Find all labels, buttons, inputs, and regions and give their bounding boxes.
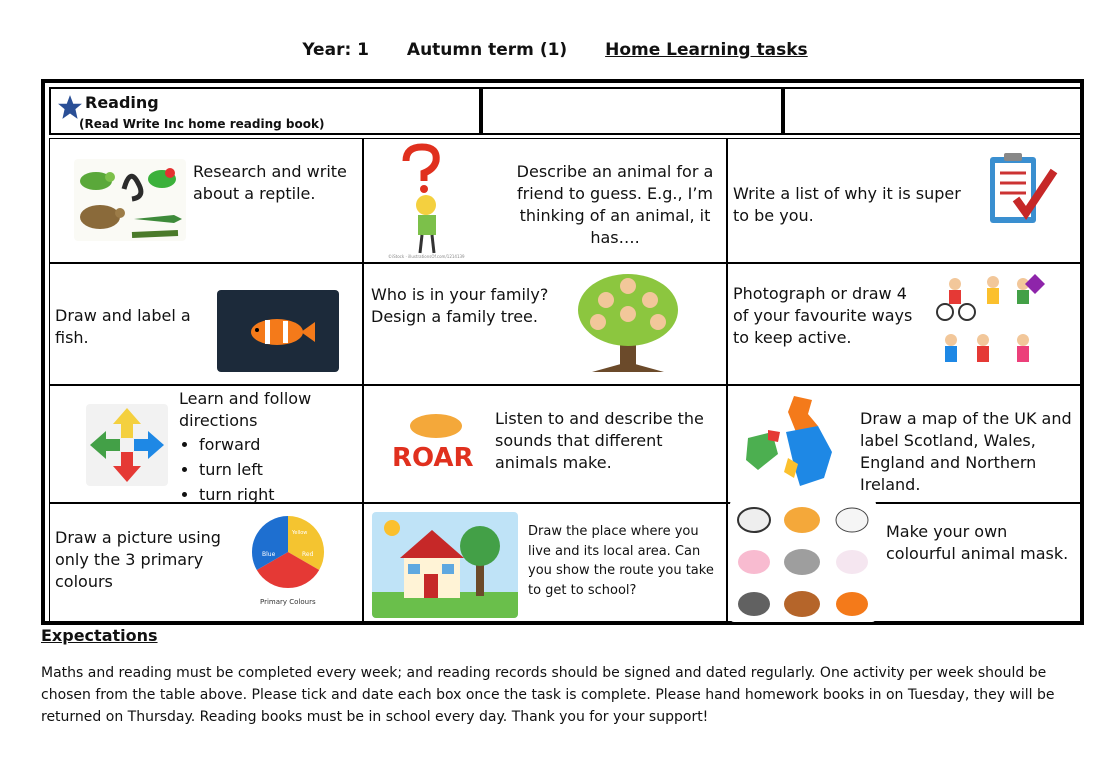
animal-masks-image <box>730 500 876 622</box>
reading-title: Reading <box>85 93 159 112</box>
mask-text: Make your own colourful animal mask. <box>886 522 1069 563</box>
clownfish-image <box>217 290 339 372</box>
task-uk-map[interactable] <box>727 385 1082 503</box>
house-image <box>372 512 518 618</box>
animal-guess-text: Describe an animal for a friend to guess. E.g., I’m thinking of an animal, it has…. <box>516 162 714 247</box>
roar-text: ROAR <box>392 443 474 473</box>
task-family[interactable] <box>363 263 727 385</box>
arrows-icon <box>86 404 168 486</box>
red-label: Red <box>302 551 314 558</box>
directions-list <box>179 434 349 506</box>
family-text: Who is in your family? Design a family tree. <box>371 285 549 326</box>
active-kids-image <box>931 270 1053 378</box>
super-you-text: Write a list of why it is super to be you. <box>733 184 961 225</box>
term-label: Autumn term (1) <box>406 40 568 60</box>
task-place[interactable] <box>363 503 727 625</box>
task-sounds[interactable] <box>363 385 727 503</box>
task-directions[interactable] <box>49 385 363 503</box>
task-super-you[interactable] <box>727 138 1082 263</box>
fish-text: Draw and label a fish. <box>55 306 191 347</box>
family-tree-image <box>572 270 685 380</box>
yellow-label: Yellow <box>292 530 308 536</box>
reptiles-image <box>74 159 186 241</box>
question-child-image <box>386 143 472 261</box>
question-credit: ©iStock · illustrationsOf.com/1214139 <box>388 254 465 259</box>
reading-subtitle: (Read Write Inc home reading book) <box>79 117 325 131</box>
primary-caption: Primary Colours <box>260 598 316 606</box>
expectations-body: Maths and reading must be completed every week; and reading records should be signed and dated regularly. One activity per week should be chosen from the table above. Please tick and date each box once the task is complete. Please hand homework books in on Tuesday, they will be returned on Thursday. Reading books must be in school every day. Thank you for your support! <box>41 665 1055 725</box>
primary-text: Draw a picture using only the 3 primary colours <box>55 528 221 591</box>
task-fish[interactable] <box>49 263 363 385</box>
task-primary-colours[interactable] <box>49 503 363 625</box>
reading-date-box[interactable] <box>783 87 1082 135</box>
tasks-title: Home Learning tasks <box>605 40 808 60</box>
checklist-image <box>980 151 1062 233</box>
page-title <box>0 40 1110 60</box>
direction-right: • turn right <box>199 484 349 506</box>
homework-grid <box>41 79 1084 625</box>
task-reptile[interactable] <box>49 138 363 263</box>
blue-label: Blue <box>262 551 276 558</box>
uk-map-image <box>742 392 848 498</box>
primary-wheel-image <box>248 512 328 610</box>
sounds-text: Listen to and describe the sounds that different animals make. <box>495 409 704 472</box>
directions-text <box>179 388 349 506</box>
directions-intro: Learn and follow directions <box>179 389 312 430</box>
active-text: Photograph or draw 4 of your favourite ways to keep active. <box>733 284 913 347</box>
direction-left: • turn left <box>199 459 349 481</box>
expectations-heading: Expectations <box>41 626 158 645</box>
direction-forward: • forward <box>199 434 349 456</box>
uk-map-text: Draw a map of the UK and label Scotland, Wales, England and Northern Ireland. <box>860 409 1072 494</box>
reading-cell[interactable] <box>49 87 481 135</box>
roar-image <box>388 408 484 486</box>
task-animal-guess[interactable] <box>363 138 727 263</box>
task-active[interactable] <box>727 263 1082 385</box>
task-mask[interactable] <box>727 503 1082 625</box>
year-label: Year: 1 <box>302 40 369 60</box>
place-text: Draw the place where you live and its local area. Can you show the route you take to get to school? <box>528 524 714 598</box>
reptile-text: Research and write about a reptile. <box>193 162 347 203</box>
reading-tick-box[interactable] <box>481 87 783 135</box>
